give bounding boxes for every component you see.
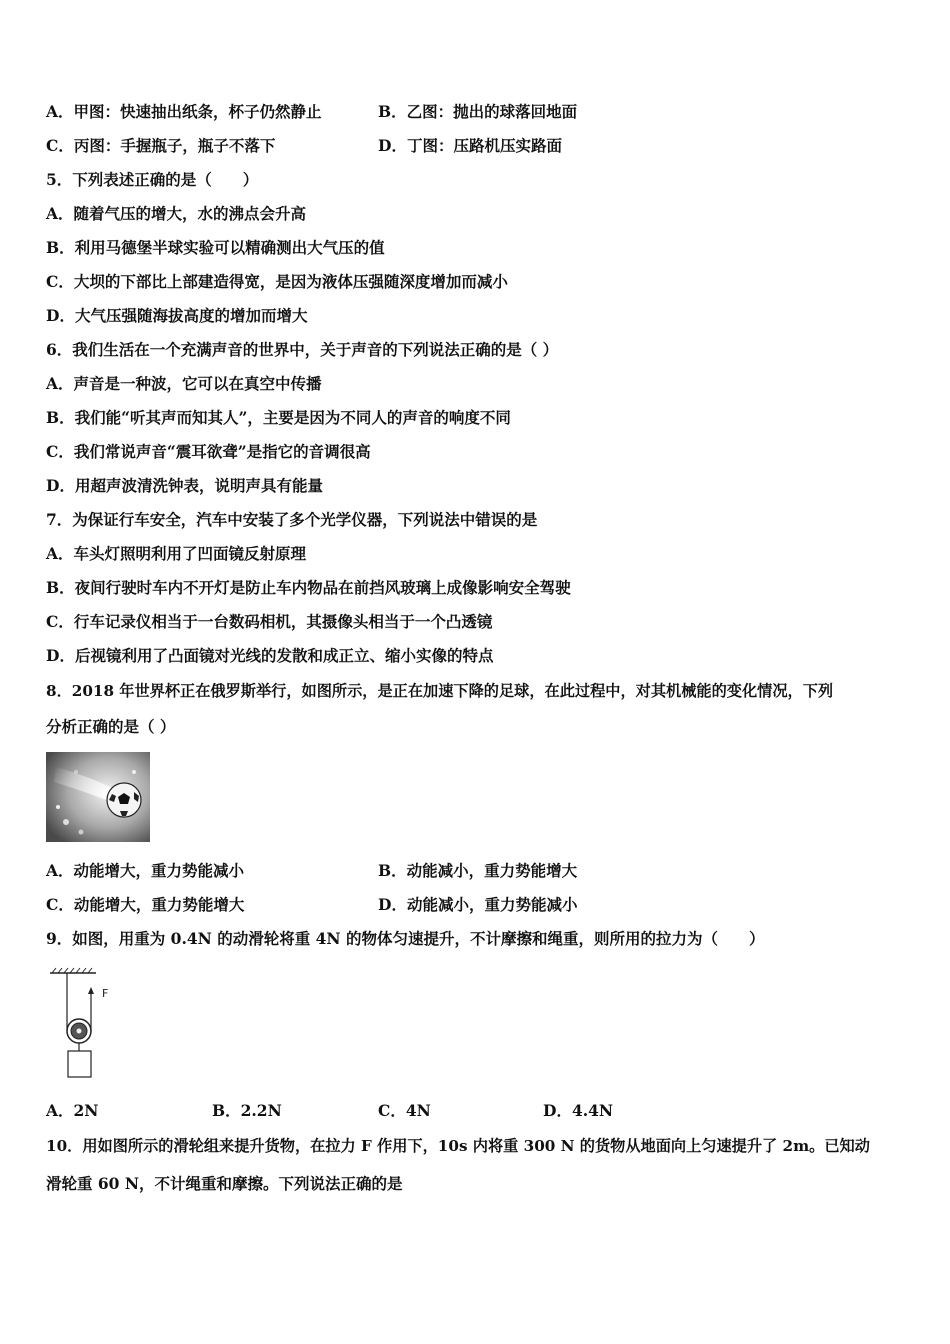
q8-stem-line2: 分析正确的是（ ） (46, 717, 176, 736)
q9-option-c: C．4N (378, 1101, 431, 1120)
force-label: F (102, 987, 109, 1000)
q6-option-b: B．我们能“听其声而知其人”，主要是因为不同人的声音的响度不同 (46, 408, 511, 427)
q4-option-d: D．丁图：压路机压实路面 (378, 136, 562, 155)
q7-option-a: A．车头灯照明利用了凹面镜反射原理 (46, 544, 307, 563)
q6-stem: 6．我们生活在一个充满声音的世界中，关于声音的下列说法正确的是（ ） (46, 340, 559, 359)
q8-option-c: C．动能增大，重力势能增大 (46, 895, 245, 914)
q4-option-c: C．丙图：手握瓶子，瓶子不落下 (46, 136, 276, 155)
q9-option-b: B．2.2N (212, 1101, 282, 1120)
q5-option-b: B．利用马德堡半球实验可以精确测出大气压的值 (46, 238, 385, 257)
q4-option-b: B．乙图：抛出的球落回地面 (378, 102, 578, 121)
q9-option-d: D．4.4N (543, 1101, 614, 1120)
q6-option-c: C．我们常说声音“震耳欲聋”是指它的音调很高 (46, 442, 371, 461)
q6-option-a: A．声音是一种波，它可以在真空中传播 (46, 374, 322, 393)
q10-stem-line2: 滑轮重 60 N，不计绳重和摩擦。下列说法正确的是 (46, 1174, 403, 1193)
soccer-ball-image (46, 752, 150, 842)
q5-option-d: D．大气压强随海拔高度的增加而增大 (46, 306, 308, 325)
q9-option-a: A．2N (46, 1101, 99, 1120)
q7-stem: 7．为保证行车安全，汽车中安装了多个光学仪器，下列说法中错误的是 (46, 510, 538, 529)
q8-option-b: B．动能减小，重力势能增大 (378, 861, 578, 880)
q7-option-b: B．夜间行驶时车内不开灯是防止车内物品在前挡风玻璃上成像影响安全驾驶 (46, 578, 571, 597)
q5-option-a: A．随着气压的增大，水的沸点会升高 (46, 204, 307, 223)
q7-option-d: D．后视镜利用了凸面镜对光线的发散和成正立、缩小实像的特点 (46, 646, 494, 665)
q7-option-c: C．行车记录仪相当于一台数码相机，其摄像头相当于一个凸透镜 (46, 612, 493, 631)
q8-stem-line1: 8．2018 年世界杯正在俄罗斯举行，如图所示，是正在加速下降的足球，在此过程中，对其机械能的变化情况，下列 (46, 682, 834, 700)
q5-option-c: C．大坝的下部比上部建造得宽，是因为液体压强随深度增加而减小 (46, 272, 508, 291)
q4-option-a: A．甲图：快速抽出纸条，杯子仍然静止 (46, 102, 322, 121)
q6-option-d: D．用超声波清洗钟表，说明声具有能量 (46, 476, 323, 495)
pulley-diagram (46, 967, 126, 1085)
q8-option-a: A．动能增大，重力势能减小 (46, 861, 245, 880)
q8-option-d: D．动能减小，重力势能减小 (378, 895, 578, 914)
q10-stem-line1: 10．用如图所示的滑轮组来提升货物，在拉力 F 作用下，10s 内将重 300 N 的货物从地面向上匀速提升了 2m。已知动 (46, 1137, 870, 1155)
q9-stem: 9．如图，用重为 0.4N 的动滑轮将重 4N 的物体匀速提升，不计摩擦和绳重，则所用的拉力为（ ） (46, 929, 765, 948)
q5-stem: 5．下列表述正确的是（ ） (46, 170, 259, 189)
